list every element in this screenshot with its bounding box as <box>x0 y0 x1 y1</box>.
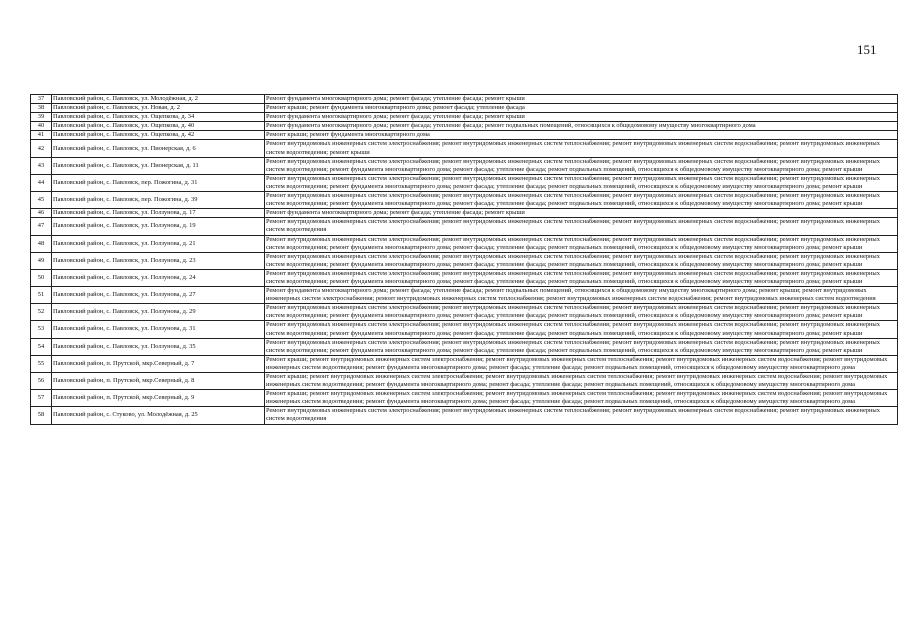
table-row <box>31 355 898 372</box>
table-row <box>31 95 898 104</box>
row-number: 53 <box>31 321 52 338</box>
row-address: Павловский район, п. Прутской, мкр.Северный, д. 8 <box>52 373 265 390</box>
table-row <box>31 304 898 321</box>
row-number: 39 <box>31 113 52 122</box>
row-number: 45 <box>31 192 52 209</box>
row-works: Ремонт внутридомовых инженерных систем электроснабжения; ремонт внутридомовых инженерных систем теплоснабжения; ремонт внутридомовых инженерных систем водоснабжения; ремонт внутридомовых инженерных систем водоотведения; ремонт фундамента многоквартирного дома; ремонт фасада; утепление фасада; ремонт подвальных помещений, относящихся к общедомовому имуществу многоквартирного дома; ремонт крыши <box>265 235 898 252</box>
row-address: Павловский район, с. Павловск, ул. Ползунова, д. 27 <box>52 287 265 304</box>
row-number: 55 <box>31 355 52 372</box>
row-number: 42 <box>31 140 52 157</box>
table-row <box>31 131 898 140</box>
table-row <box>31 338 898 355</box>
row-number: 41 <box>31 131 52 140</box>
row-number: 37 <box>31 95 52 104</box>
table-row <box>31 287 898 304</box>
table-row <box>31 140 898 157</box>
row-address: Павловский район, с. Павловск, ул. Ползунова, д. 19 <box>52 218 265 235</box>
register-table <box>30 94 898 425</box>
row-works: Ремонт фундамента многоквартирного дома; ремонт фасада; утепление фасада; ремонт крыши <box>265 209 898 218</box>
row-works: Ремонт крыши; ремонт внутридомовых инженерных систем электроснабжения; ремонт внутридомовых инженерных систем теплоснабжения; ремонт внутридомовых инженерных систем водоснабжения; ремонт внутридомовых инженерных систем водоотведения; ремонт фундамента многоквартирного дома; ремонт фасада; утепление фасада; ремонт подвальных помещений, относящихся к общедомовому имуществу многоквартирного дома <box>265 390 898 407</box>
table-row <box>31 407 898 424</box>
table-row <box>31 113 898 122</box>
row-number: 57 <box>31 390 52 407</box>
table-row <box>31 321 898 338</box>
row-address: Павловский район, с. Павловск, ул. Новая, д. 2 <box>52 104 265 113</box>
row-works: Ремонт крыши; ремонт фундамента многоквартирного дома; ремонт фасада; утепление фасада <box>265 104 898 113</box>
row-number: 38 <box>31 104 52 113</box>
row-number: 52 <box>31 304 52 321</box>
row-address: Павловский район, с. Павловск, ул. Ползунова, д. 31 <box>52 321 265 338</box>
table-row <box>31 209 898 218</box>
table-row <box>31 269 898 286</box>
table-row <box>31 390 898 407</box>
row-works: Ремонт фундамента многоквартирного дома; ремонт фасада; утепление фасада; ремонт крыши <box>265 113 898 122</box>
table-row <box>31 218 898 235</box>
row-works: Ремонт внутридомовых инженерных систем электроснабжения; ремонт внутридомовых инженерных систем теплоснабжения; ремонт внутридомовых инженерных систем водоснабжения; ремонт внутридомовых инженерных систем водоотведения; ремонт крыши <box>265 140 898 157</box>
row-address: Павловский район, с. Павловск, ул. Ползунова, д. 17 <box>52 209 265 218</box>
row-address: Павловский район, с. Павловск, ул. Ползунова, д. 29 <box>52 304 265 321</box>
row-number: 51 <box>31 287 52 304</box>
row-works: Ремонт фундамента многоквартирного дома; ремонт фасада; утепление фасада; ремонт подвальных помещений, относящихся к общедомовому имуществу многоквартирного дома <box>265 122 898 131</box>
row-works: Ремонт внутридомовых инженерных систем электроснабжения; ремонт внутридомовых инженерных систем теплоснабжения; ремонт внутридомовых инженерных систем водоснабжения; ремонт внутридомовых инженерных систем водоотведения; ремонт фундамента многоквартирного дома; ремонт фасада; утепление фасада; ремонт подвальных помещений, относящихся к общедомовому имуществу многоквартирного дома; ремонт крыши <box>265 269 898 286</box>
row-number: 46 <box>31 209 52 218</box>
row-works: Ремонт внутридомовых инженерных систем электроснабжения; ремонт внутридомовых инженерных систем теплоснабжения; ремонт внутридомовых инженерных систем водоснабжения; ремонт внутридомовых инженерных систем водоотведения; ремонт фундамента многоквартирного дома; ремонт фасада; утепление фасада; ремонт подвальных помещений, относящихся к общедомовому имуществу многоквартирного дома; ремонт крыши <box>265 304 898 321</box>
row-works: Ремонт внутридомовых инженерных систем электроснабжения; ремонт внутридомовых инженерных систем теплоснабжения; ремонт внутридомовых инженерных систем водоснабжения; ремонт внутридомовых инженерных систем водоотведения; ремонт фундамента многоквартирного дома; ремонт фасада; утепление фасада; ремонт подвальных помещений, относящихся к общедомовому имуществу многоквартирного дома; ремонт крыши <box>265 321 898 338</box>
row-address: Павловский район, с. Стуково, ул. Молодёжная, д. 25 <box>52 407 265 424</box>
table-row <box>31 174 898 191</box>
table-row <box>31 373 898 390</box>
row-address: Павловский район, с. Павловск, ул. Ползунова, д. 21 <box>52 235 265 252</box>
row-number: 48 <box>31 235 52 252</box>
table-body <box>31 95 898 425</box>
row-address: Павловский район, с. Павловск, ул. Пионерская, д. 11 <box>52 157 265 174</box>
row-works: Ремонт крыши; ремонт фундамента многоквартирного дома <box>265 131 898 140</box>
row-address: Павловский район, с. Павловск, ул. Ощепкова, д. 42 <box>52 131 265 140</box>
row-number: 49 <box>31 252 52 269</box>
row-address: Павловский район, с. Павловск, ул. Ползунова, д. 35 <box>52 338 265 355</box>
row-works: Ремонт крыши; ремонт внутридомовых инженерных систем электроснабжения; ремонт внутридомовых инженерных систем теплоснабжения; ремонт внутридомовых инженерных систем водоснабжения; ремонт внутридомовых инженерных систем водоотведения; ремонт фундамента многоквартирного дома; ремонт фасада; утепление фасада; ремонт подвальных помещений, относящихся к общедомовому имуществу многоквартирного дома <box>265 355 898 372</box>
row-works: Ремонт внутридомовых инженерных систем электроснабжения; ремонт внутридомовых инженерных систем теплоснабжения; ремонт внутридомовых инженерных систем водоснабжения; ремонт внутридомовых инженерных систем водоотведения; ремонт фундамента многоквартирного дома; ремонт фасада; утепление фасада; ремонт подвальных помещений, относящихся к общедомовому имуществу многоквартирного дома; ремонт крыши <box>265 174 898 191</box>
row-address: Павловский район, с. Павловск, ул. Ощепкова, д. 34 <box>52 113 265 122</box>
row-number: 58 <box>31 407 52 424</box>
row-address: Павловский район, с. Павловск, ул. Ощепкова, д. 40 <box>52 122 265 131</box>
row-works: Ремонт внутридомовых инженерных систем электроснабжения; ремонт внутридомовых инженерных систем теплоснабжения; ремонт внутридомовых инженерных систем водоснабжения; ремонт внутридомовых инженерных систем водоотведения; ремонт фундамента многоквартирного дома; ремонт фасада; утепление фасада; ремонт подвальных помещений, относящихся к общедомовому имуществу многоквартирного дома; ремонт крыши <box>265 252 898 269</box>
row-works: Ремонт фундамента многоквартирного дома; ремонт фасада; утепление фасада; ремонт крыши <box>265 95 898 104</box>
table-row <box>31 192 898 209</box>
row-number: 44 <box>31 174 52 191</box>
row-works: Ремонт внутридомовых инженерных систем электроснабжения; ремонт внутридомовых инженерных систем теплоснабжения; ремонт внутридомовых инженерных систем водоснабжения; ремонт внутридомовых инженерных систем водоотведения; ремонт фундамента многоквартирного дома; ремонт фасада; утепление фасада; ремонт подвальных помещений, относящихся к общедомовому имуществу многоквартирного дома; ремонт крыши <box>265 192 898 209</box>
row-address: Павловский район, с. Павловск, пер. Пожогина, д. 39 <box>52 192 265 209</box>
table-row <box>31 157 898 174</box>
row-address: Павловский район, с. Павловск, ул. Ползунова, д. 24 <box>52 269 265 286</box>
row-works: Ремонт внутридомовых инженерных систем электроснабжения; ремонт внутридомовых инженерных систем теплоснабжения; ремонт внутридомовых инженерных систем водоснабжения; ремонт внутридомовых инженерных систем водоотведения; ремонт фундамента многоквартирного дома; ремонт фасада; утепление фасада; ремонт подвальных помещений, относящихся к общедомовому имуществу многоквартирного дома; ремонт крыши <box>265 157 898 174</box>
row-works: Ремонт внутридомовых инженерных систем электроснабжения; ремонт внутридомовых инженерных систем теплоснабжения; ремонт внутридомовых инженерных систем водоснабжения; ремонт внутридомовых инженерных систем водоотведения <box>265 218 898 235</box>
row-works: Ремонт внутридомовых инженерных систем электроснабжения; ремонт внутридомовых инженерных систем теплоснабжения; ремонт внутридомовых инженерных систем водоснабжения; ремонт внутридомовых инженерных систем водоотведения; ремонт фундамента многоквартирного дома; ремонт фасада; утепление фасада; ремонт подвальных помещений, относящихся к общедомовому имуществу многоквартирного дома; ремонт крыши <box>265 338 898 355</box>
row-address: Павловский район, с. Павловск, ул. Ползунова, д. 23 <box>52 252 265 269</box>
row-works: Ремонт фундамента многоквартирного дома; ремонт фасада; утепление фасада; ремонт подвальных помещений, относящихся к общедомовому имуществу многоквартирного дома; ремонт крыши; ремонт внутридомовых инженерных систем электроснабжения; ремонт внутридомовых инженерных систем теплоснабжения; ремонт внутридомовых инженерных систем водоснабжения; ремонт внутридомовых инженерных систем водоотведения <box>265 287 898 304</box>
row-works: Ремонт внутридомовых инженерных систем электроснабжения; ремонт внутридомовых инженерных систем теплоснабжения; ремонт внутридомовых инженерных систем водоснабжения; ремонт внутридомовых инженерных систем водоотведения <box>265 407 898 424</box>
row-address: Павловский район, п. Прутской, мкр.Северный, д. 9 <box>52 390 265 407</box>
row-number: 40 <box>31 122 52 131</box>
row-number: 56 <box>31 373 52 390</box>
row-address: Павловский район, с. Павловск, ул. Пионерская, д. 6 <box>52 140 265 157</box>
page-number: 151 <box>857 42 877 57</box>
row-number: 50 <box>31 269 52 286</box>
row-address: Павловский район, с. Павловск, ул. Молодёжная, д. 2 <box>52 95 265 104</box>
row-number: 43 <box>31 157 52 174</box>
row-number: 54 <box>31 338 52 355</box>
table-row <box>31 104 898 113</box>
table-row <box>31 252 898 269</box>
row-address: Павловский район, п. Прутской, мкр.Северный, д. 7 <box>52 355 265 372</box>
table-row <box>31 235 898 252</box>
row-number: 47 <box>31 218 52 235</box>
table-row <box>31 122 898 131</box>
row-works: Ремонт крыши; ремонт внутридомовых инженерных систем электроснабжения; ремонт внутридомовых инженерных систем теплоснабжения; ремонт внутридомовых инженерных систем водоснабжения; ремонт внутридомовых инженерных систем водоотведения; ремонт фундамента многоквартирного дома; ремонт фасада; утепление фасада; ремонт подвальных помещений, относящихся к общедомовому имуществу многоквартирного дома <box>265 373 898 390</box>
row-address: Павловский район, с. Павловск, пер. Пожогина, д. 31 <box>52 174 265 191</box>
